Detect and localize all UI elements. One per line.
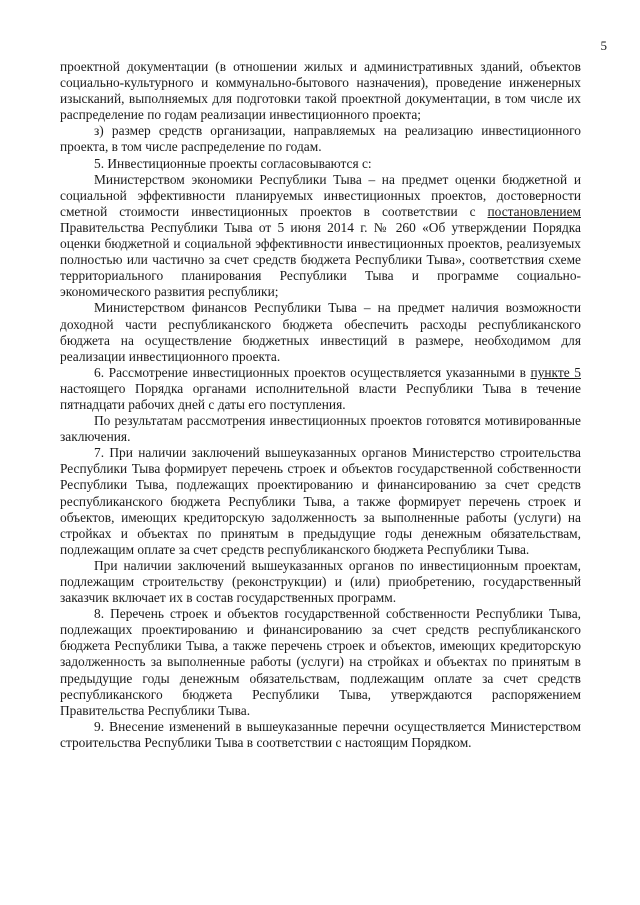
paragraph-text: Министерством экономики Республики Тыва – на предмет оценки бюджетной и социальной эффективности планируемых инвестиционных проектов, достоверности сметной стоимости инвестиционных проектов в соответствии с — [60, 171, 581, 219]
paragraph-continuation: проектной документации (в отношении жилых и административных зданий, объектов социально-культурного и коммунально-бытового назначения), проведение инженерных изысканий, выполняемых для подготовки такой проектной документации, в том числе их распределение по годам реализации инвестиционного проекта; — [60, 59, 581, 123]
paragraph-text: Правительства Республики Тыва от 5 июня 2014 г. № 260 «Об утверждении Порядка оценки бюджетной и социальной эффективности инвестиционных проектов, реализуемых полностью или частично за счет средств бюджета Республики Тыва», соответствия схеме территориального планирования Республики Тыва и программе социально-экономического развития республики; — [60, 219, 581, 300]
paragraph-ministry-economy — [60, 172, 581, 301]
paragraph-conclusions: По результатам рассмотрения инвестиционных проектов готовятся мотивированные заключения. — [60, 413, 581, 445]
paragraph-text: настоящего Порядка органами исполнительной власти Республики Тыва в течение пятнадцати рабочих дней с даты его поступления. — [60, 380, 581, 412]
paragraph-section-5: 5. Инвестиционные проекты согласовываются с: — [94, 155, 372, 171]
paragraph-section-8: 8. Перечень строек и объектов государственной собственности Республики Тыва, подлежащих проектированию и финансированию за счет средств республиканского бюджета Республики Тыва, а также перечень строек и объектов, имеющих кредиторскую задолженность за выполненные работы (услуги) на стройках и объектах по принятым в предыдущие годы денежным обязательствам, подлежащим оплате за счет средств республиканского бюджета Республики Тыва, утверждаются распоряжением Правительства Республики Тыва. — [60, 606, 581, 718]
paragraph-ministry-finance: Министерством финансов Республики Тыва – на предмет наличия возможности доходной части республиканского бюджета обеспечить расходы республиканского бюджета на осуществление бюджетных инвестиций в размере, необходимом для реализации инвестиционного проекта. — [60, 300, 581, 364]
document-body — [60, 59, 581, 751]
paragraph-section-7: 7. При наличии заключений вышеуказанных органов Министерство строительства Республики Тыва формирует перечень строек и объектов государственной собственности Республики Тыва, подлежащих проектированию и финансированию за счет средств республиканского бюджета Республики Тыва, а также формирует перечень строек и объектов, имеющих кредиторскую задолженность за выполненные работы (услуги) на стройках и объектах по принятым в предыдущие годы денежным обязательствам, подлежащим оплате за счет средств республиканского бюджета Республики Тыва. — [60, 445, 581, 557]
paragraph-item-z: з) размер средств организации, направляемых на реализацию инвестиционного проекта, в том числе распределение по годам. — [60, 123, 581, 155]
resolution-link[interactable]: постановлением — [487, 203, 581, 219]
paragraph-section-6 — [60, 365, 581, 413]
paragraph-state-programs: При наличии заключений вышеуказанных органов по инвестиционным проектам, подлежащим строительству (реконструкции) и (или) приобретению, государственный заказчик включает их в состав государственных программ. — [60, 557, 581, 606]
paragraph-section-9: 9. Внесение изменений в вышеуказанные перечни осуществляется Министерством строительства Республики Тыва в соответствии с настоящим Порядком. — [60, 718, 581, 750]
clause-5-link[interactable]: пункте 5 — [530, 364, 581, 380]
paragraph-text: 6. Рассмотрение инвестиционных проектов осуществляется указанными в — [94, 364, 531, 380]
page-number: 5 — [600, 38, 607, 53]
